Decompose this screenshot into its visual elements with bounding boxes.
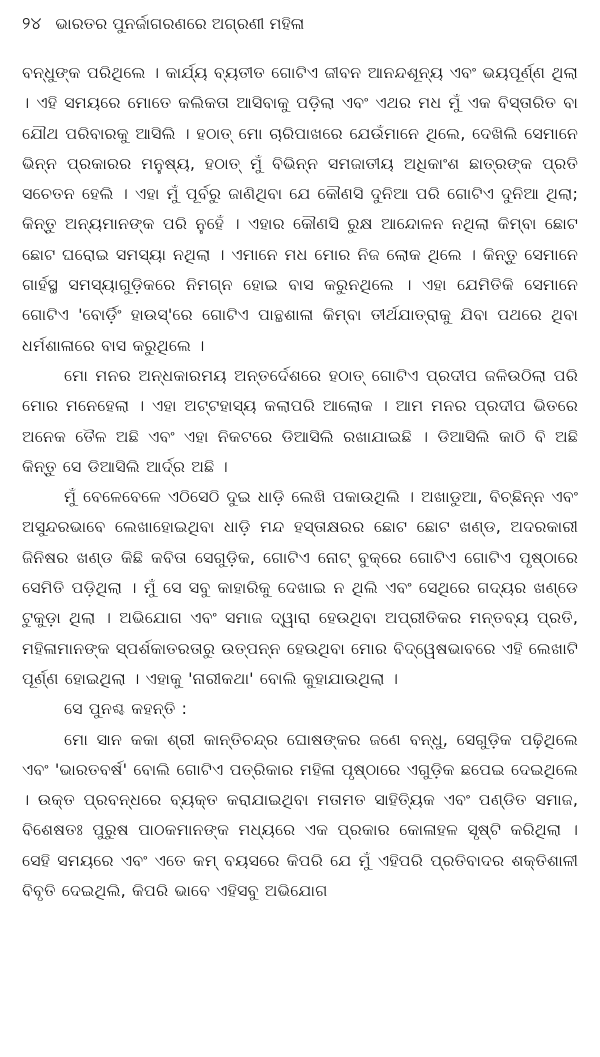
body-text [22, 58, 578, 906]
page-number: ୨୪ [22, 14, 42, 34]
paragraph-continued: ବନ୍ଧୁଙ୍କ ପରିଥିଲେ । କାର୍ଯ୍ୟ ବ୍ୟତୀତ ଗୋଟିଏ ଜୀବନ ଆନନ୍ଦଶୂନ୍ୟ ଏବଂ ଭୟପୂର୍ଣ୍ଣ ଥିଲା । ଏହି ସମୟରେ ମୋତେ କଲିକତା ଆସିବାକୁ ପଡ଼ିଲା ଏବଂ ଏଥର ମଧ ମୁଁ ଏକ ବିସ୍ତାରିତ ବା ଯୌଥ ପରିବାରକୁ ଆସିଲି । ହଠାତ୍ ମୋ ଚାରିପାଖରେ ଯେଉଁମାନେ ଥିଲେ, ଦେଖିଲି ସେମାନେ ଭିନ୍ନ ପ୍ରକାରର ମନୁଷ୍ୟ, ହଠାତ୍ ମୁଁ ବିଭିନ୍ନ ସମଜାତୀୟ ଅଧିକାଂଶ ଛାତ୍ରଙ୍କ ପ୍ରତି ସଚେତନ ହେଲି । ଏହା ମୁଁ ପୂର୍ବରୁ ଜାଣିଥିବା ଯେ କୌଣସି ଦୁନିଆ ପରି ଗୋଟିଏ ଦୁନିଆ ଥିଲା; କିନ୍ତୁ ଅନ୍ୟମାନଙ୍କ ପରି ନୁହେଁ । ଏହାର କୌଣସି ରୁକ୍ଷ ଆନ୍ଦୋଳନ ନଥିଲା କିମ୍ବା ଛୋଟ ଛୋଟ ଘରୋଇ ସମସ୍ୟା ନଥିଲା । ଏମାନେ ମଧ ମୋର ନିଜ ଲୋକ ଥିଲେ । କିନ୍ତୁ ସେମାନେ ଗାର୍ହସ୍ଥ ସମସ୍ୟାଗୁଡ଼ିକରେ ନିମଗ୍ନ ହୋଇ ବାସ କରୁନଥିଲେ । ଏହା ଯେମିତିକି ସେମାନେ ଗୋଟିଏ 'ବୋର୍ଡ଼ିଂ ହାଉସ୍'ରେ ଗୋଟିଏ ପାନ୍ଥଶାଳା କିମ୍ବା ତୀର୍ଥଯାତ୍ରାକୁ ଯିବା ପଥରେ ଥିବା ଧର୍ମଶାଳାରେ ବାସ କରୁଥିଲେ । [22, 63, 578, 355]
running-title: ଭାରତର ପୁନର୍ଜାଗରଣରେ ଅଗ୍ରଣୀ ମହିଳା [55, 14, 305, 33]
paragraph-speaker-line: ସେ ପୁନଶ୍ଚ କହନ୍ତି : [64, 699, 188, 719]
paragraph: ମୋ ମନର ଅନ୍ଧକାରମୟ ଅନ୍ତର୍ଦେଶରେ ହଠାତ୍ ଗୋଟିଏ ପ୍ରଦୀପ ଜଳିଉଠିଲା ପରି ମୋର ମନେହେଲା । ଏହା ଅଟ୍ଟହାସ୍ୟ କଲାପରି ଆଲୋକ । ଆମ ମନର ପ୍ରଦୀପ ଭିତରେ ଅନେକ ତୈଳ ଅଛି ଏବଂ ଏହା ନିକଟରେ ଡିଆସିଲି ରଖାଯାଇଛି । ଡିଆସିଲି କାଠି ବି ଅଛି କିନ୍ତୁ ସେ ଡିଆସିଲି ଆର୍ଦ୍ର ଅଛି । [22, 365, 578, 476]
paragraph: ମୁଁ ବେଳେବେଳେ ଏଠିସେଠି ଦୁଇ ଧାଡ଼ି ଲେଖି ପକାଉଥିଲି । ଅଖାଡୁଆ, ବିଚ୍ଛିନ୍ନ ଏବଂ ଅସୁନ୍ଦରଭାବେ ଲେଖାହୋଇଥିବା ଧାଡ଼ି ମନ୍ଦ ହସ୍ତାକ୍ଷରର ଛୋଟ ଛୋଟ ଖଣ୍ଡ, ଅଦରକାରୀ ଜିନିଷର ଖଣ୍ଡ କିଛି କବିତା ସେଗୁଡ଼ିକ, ଗୋଟିଏ ନୋଟ୍ ବୁକ୍‌ରେ ଗୋଟିଏ ଗୋଟିଏ ପୃଷ୍ଠାରେ ସେମିତି ପଡ଼ିଥିଲା । ମୁଁ ସେ ସବୁ କାହାରିକୁ ଦେଖାଇ ନ ଥିଲି ଏବଂ ସେଥିରେ ଗଦ୍ୟର ଖଣ୍ଡେ ଟୁକୁଡ଼ା ଥିଲା । ଅଭିଯୋଗ ଏବଂ ସମାଜ ଦ୍ୱାରା ହେଉଥିବା ଅପ୍ରୀତିକର ମନ୍ତବ୍ୟ ପ୍ରତି, ମହିଳାମାନଙ୍କ ସ୍ପର୍ଶକାତରତାରୁ ଉତ୍ପନ୍ନ ହେଉଥିବା ମୋର ବିଦ୍ୱେଷଭାବରେ ଏହି ଲେଖାଟି ପୂର୍ଣ୍ଣ ହୋଇଥିଲା । ଏହାକୁ 'ନାରୀକଥା' ବୋଲି କୁହାଯାଉଥିଲା । [22, 487, 578, 688]
paragraph: ମୋ ସାନ କକା ଶ୍ରୀ କାନ୍ତିଚନ୍ଦ୍ର ଘୋଷଙ୍କର ଜଣେ ବନ୍ଧୁ, ସେଗୁଡ଼ିକ ପଢ଼ିଥିଲେ ଏବଂ 'ଭାରତବର୍ଷ' ବୋଲି ଗୋଟିଏ ପତ୍ରିକାର ମହିଳା ପୃଷ୍ଠାରେ ଏଗୁଡ଼ିକ ଛପେଇ ଦେଇଥିଲେ । ଉକ୍ତ ପ୍ରବନ୍ଧରେ ବ୍ୟକ୍ତ କରାଯାଇଥିବା ମତାମତ ସାହିତ୍ୟିକ ଏବଂ ପଣ୍ଡିତ ସମାଜ, ବିଶେଷତଃ ପୁରୁଷ ପାଠକମାନଙ୍କ ମଧ୍ୟରେ ଏକ ପ୍ରକାର କୋଳାହଳ ସୃଷ୍ଟି କରିଥିଲା । ସେହି ସମୟରେ ଏବଂ ଏତେ କମ୍ ବୟସରେ କିପରି ଯେ ମୁଁ ଏହିପରି ପ୍ରତିବାଦର ଶକ୍ତିଶାଳୀ ବିବୃତି ଦେଇଥିଲି, କିପରି ଭାବେ ଏହିସବୁ ଅଭିଯୋଗ [22, 729, 578, 901]
running-header [22, 14, 578, 54]
